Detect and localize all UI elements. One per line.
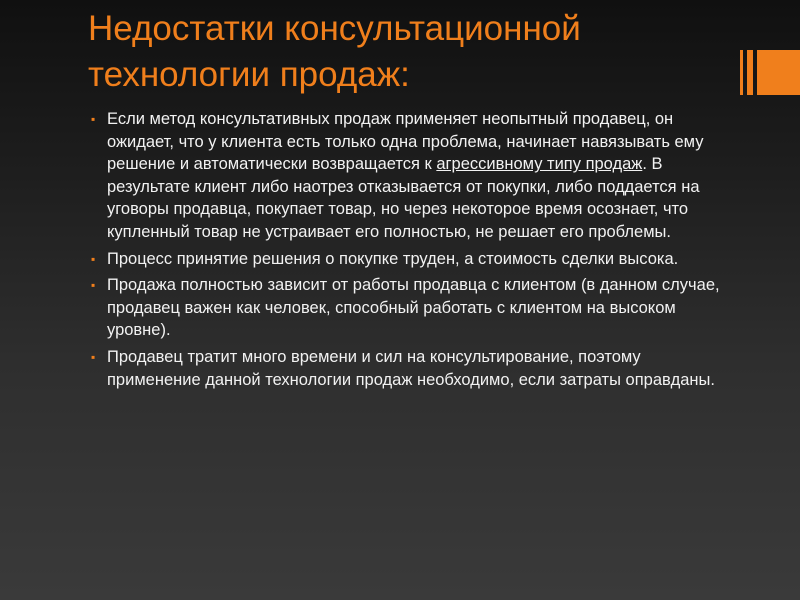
bullet-item-3 [90,274,720,342]
bullet-square-icon: ▪ [91,349,96,364]
accent-bar-block [757,50,800,95]
bullet-item-2 [90,248,720,271]
bullet-square-icon: ▪ [91,251,96,266]
title-accent-bars [740,50,800,95]
bullet-2-text: Процесс принятие решения о покупке труден, а стоимость сделки высока. [107,249,679,268]
bullet-item-4 [90,346,720,391]
bullet-square-icon: ▪ [91,278,96,293]
bullet-1-text-before: Если метод консультативных продаж применяет неопытный продавец, он ожидает, что у клиента есть только одна проблема, начинает навязывать ему решение и автоматически возвращается к [107,110,704,174]
bullet-square-icon: ▪ [91,112,96,126]
bullet-1-text-after: . В результате клиент либо наотрез отказывается от покупки, либо поддается на уговоры продавца, покупает товар, но через некоторое время осознает, что купленный товар не устраивает его полностью, не решает его проблемы. [107,155,700,241]
accent-bar-medium [747,50,753,95]
bullet-4-text: Продавец тратит много времени и сил на консультирование, поэтому применение данной технологии продаж необходимо, если затраты оправданы. [107,347,715,389]
slide-title-line-2: технологии продаж: [88,55,410,94]
aggressive-sales-link[interactable]: агрессивному типу продаж [436,155,643,174]
bullet-3-text: Продажа полностью зависит от работы продавца с клиентом (в данном случае, продавец важен как человек, способный работать с клиентом на высоком уровне). [107,276,720,340]
bullet-list [90,108,720,395]
slide-title [88,6,708,98]
slide-title-line-1: Недостатки консультационной [88,9,581,48]
accent-bar-thin [740,50,743,95]
bullet-item-1 [90,108,720,244]
